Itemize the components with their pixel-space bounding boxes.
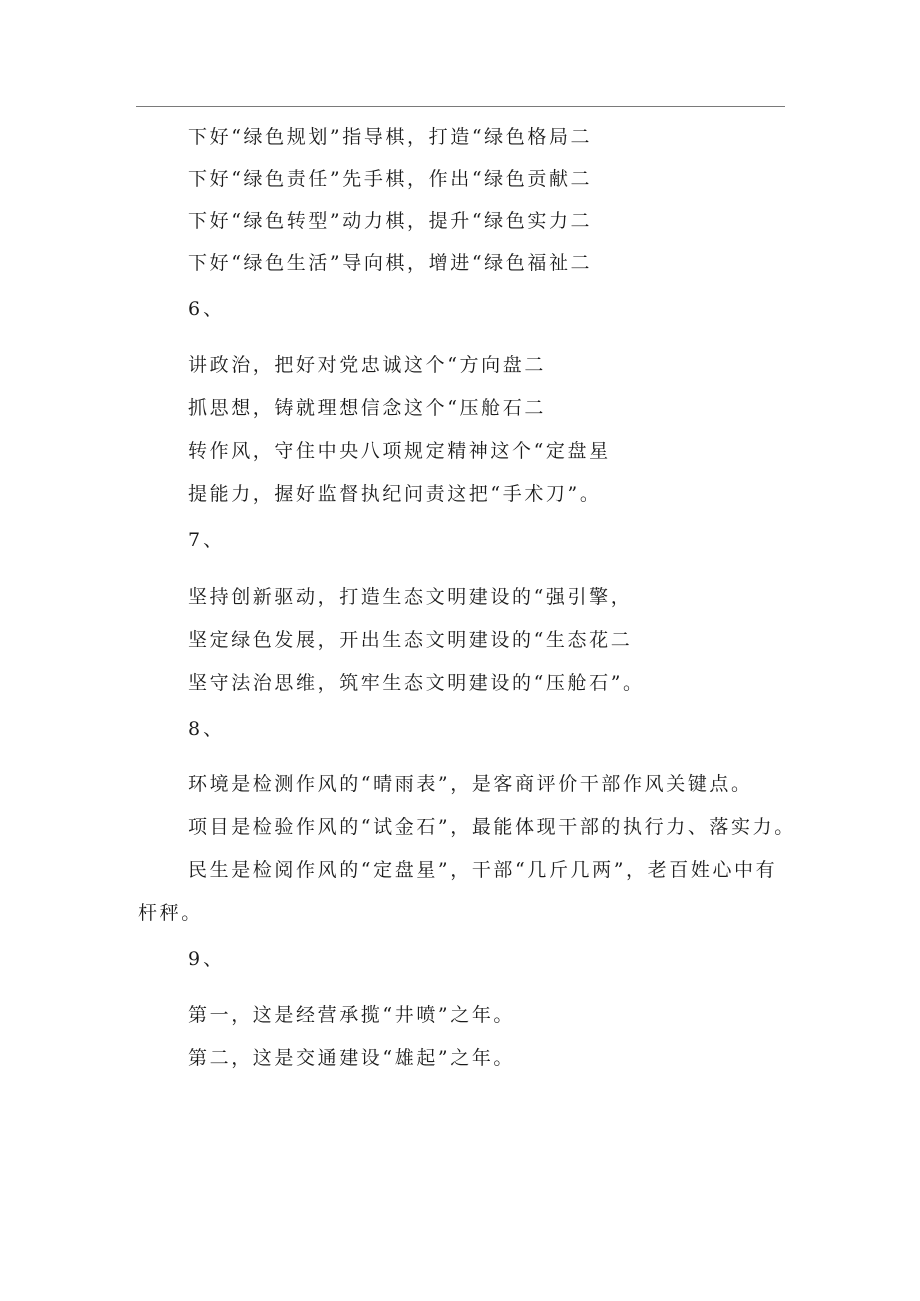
text-line: 下好“绿色责任”先手棋，作出“绿色贡献二 <box>188 168 593 190</box>
text-line: 坚守法治思维，筑牢生态文明建设的“压舱石”。 <box>188 672 645 694</box>
text-line: 转作风，守住中央八项规定精神这个“定盘星 <box>188 440 611 462</box>
text-line: 项目是检验作风的“试金石”，最能体现干部的执行力、落实力。 <box>188 816 796 838</box>
section-number: 7、 <box>188 529 226 551</box>
text-line: 第一，这是经营承揽“井喷”之年。 <box>188 1004 516 1026</box>
section-number: 8、 <box>188 718 226 740</box>
text-line: 提能力，握好监督执纪问责这把“手术刀”。 <box>188 483 602 505</box>
text-line: 第二，这是交通建设“雄起”之年。 <box>188 1047 516 1069</box>
text-line: 下好“绿色规划”指导棋，打造“绿色格局二 <box>188 126 593 148</box>
text-line: 坚定绿色发展，开出生态文明建设的“生态花二 <box>188 629 633 651</box>
text-line: 杆秤。 <box>138 902 203 924</box>
text-line: 环境是检测作风的“晴雨表”，是客商评价干部作风关键点。 <box>188 773 753 795</box>
text-line: 下好“绿色生活”导向棋，增进“绿色福祉二 <box>188 252 593 274</box>
section-number: 6、 <box>188 298 226 320</box>
text-line: 讲政治，把好对党忠诚这个“方向盘二 <box>188 354 546 376</box>
header-rule <box>136 106 785 107</box>
section-number: 9、 <box>188 948 226 970</box>
text-line: 下好“绿色转型”动力棋，提升“绿色实力二 <box>188 210 593 232</box>
text-line: 民生是检阅作风的“定盘星”，干部“几斤几两”，老百姓心中有 <box>188 859 778 881</box>
text-line: 抓思想，铸就理想信念这个“压舱石二 <box>188 397 546 419</box>
text-line: 坚持创新驱动，打造生态文明建设的“强引擎， <box>188 586 633 608</box>
